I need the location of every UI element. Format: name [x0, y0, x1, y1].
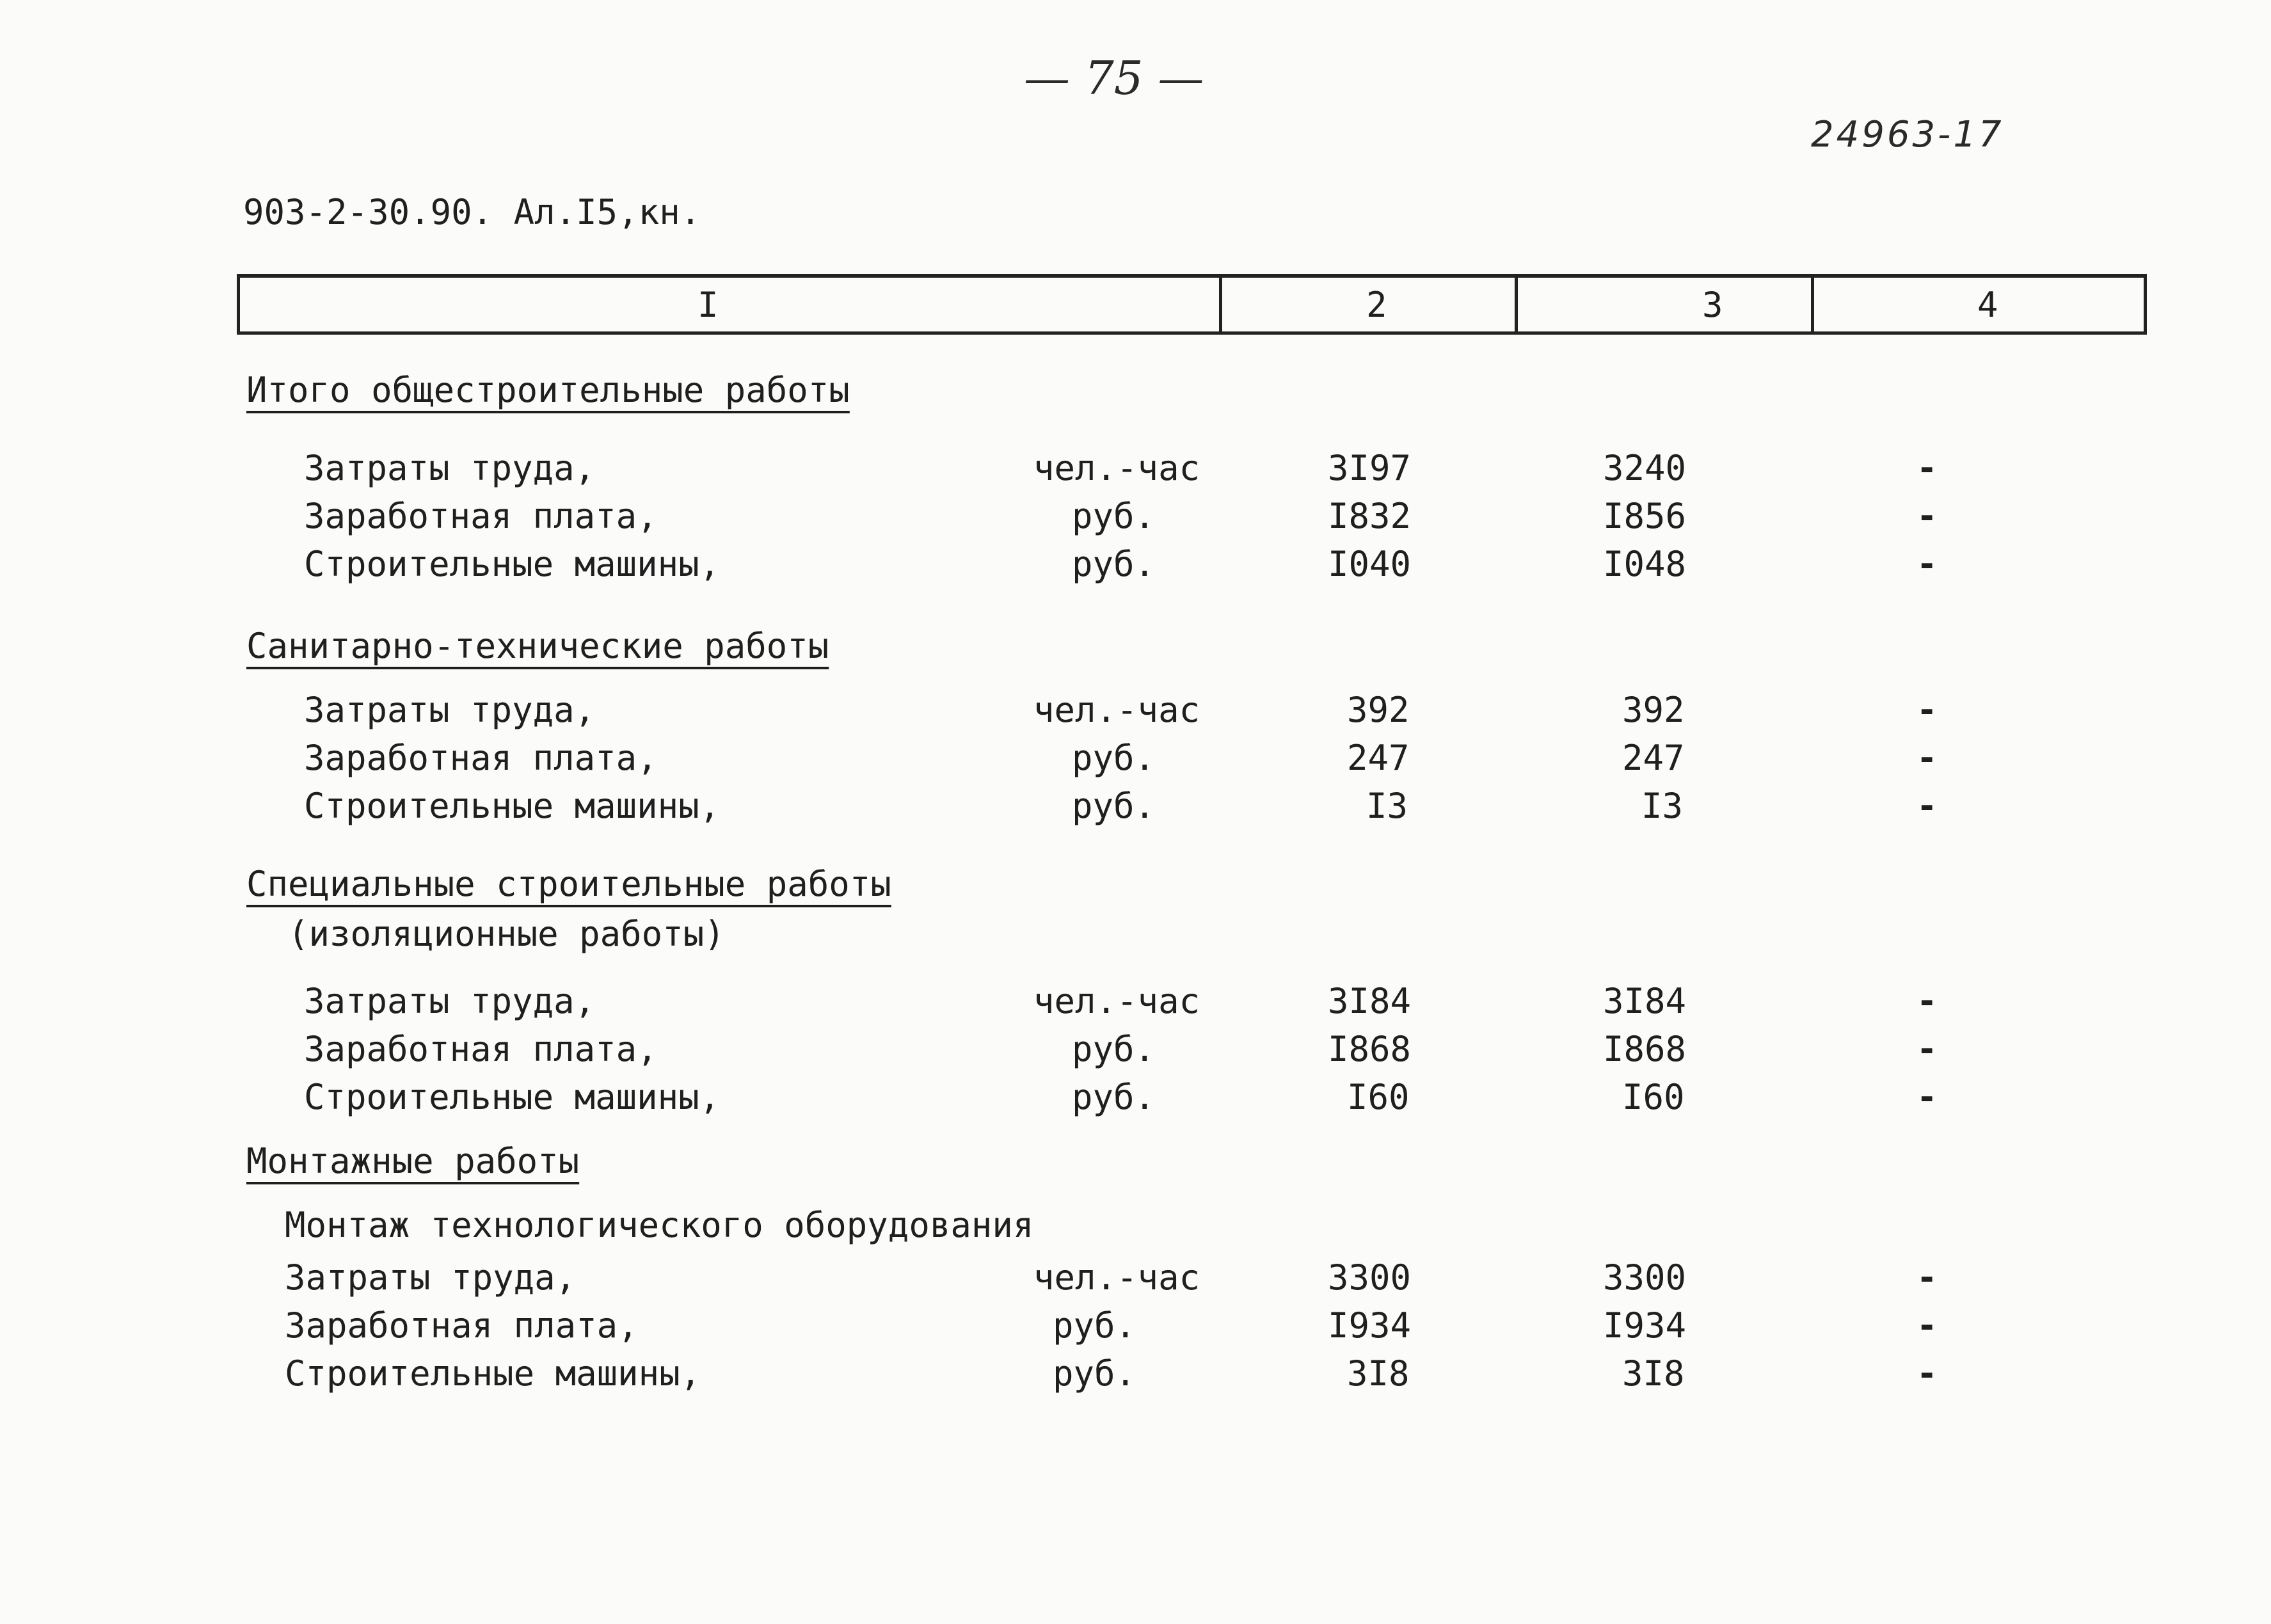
row-label: Заработная плата, [304, 496, 658, 536]
row-value-col2: I3 [1366, 786, 1408, 826]
row-label: Заработная плата, [285, 1305, 639, 1346]
row-label: Строительные машины, [285, 1353, 701, 1394]
row-value-col3: 3I84 [1603, 981, 1687, 1021]
section-title: Специальные строительные работы [246, 864, 891, 904]
table-header-divider [1515, 274, 1518, 333]
row-value-col4: - [1916, 1077, 1938, 1117]
row-unit: руб. [1072, 544, 1156, 584]
row-value-col4: - [1916, 544, 1938, 584]
row-label: Затраты труда, [304, 690, 596, 730]
row-unit: руб. [1072, 1077, 1156, 1117]
section-title: Итого общестроительные работы [246, 370, 850, 410]
row-value-col4: - [1916, 1305, 1938, 1346]
row-value-col2: I934 [1328, 1305, 1412, 1346]
row-value-col2: 3I8 [1347, 1353, 1410, 1394]
row-value-col4: - [1916, 496, 1938, 536]
row-value-col3: 247 [1622, 738, 1685, 778]
table-header-frame [237, 274, 2147, 335]
row-unit: руб. [1072, 1029, 1156, 1069]
row-label: Заработная плата, [304, 1029, 658, 1069]
row-unit: руб. [1072, 786, 1156, 826]
row-value-col3: 392 [1622, 690, 1685, 730]
table-header-divider [237, 274, 240, 333]
row-value-col3: I60 [1622, 1077, 1685, 1117]
row-value-col2: I040 [1328, 544, 1412, 584]
row-label: Затраты труда, [285, 1257, 577, 1298]
column-header-1: I [697, 285, 719, 325]
section-subtitle: (изоляционные работы) [288, 914, 725, 954]
row-value-col4: - [1916, 690, 1938, 730]
row-value-col4: - [1916, 786, 1938, 826]
row-unit: руб. [1072, 738, 1156, 778]
row-value-col4: - [1916, 1353, 1938, 1394]
row-value-col3: 3300 [1603, 1257, 1687, 1298]
row-value-col3: 3240 [1603, 448, 1687, 488]
row-unit: руб. [1053, 1353, 1136, 1394]
row-value-col3: 3I8 [1622, 1353, 1685, 1394]
row-value-col4: - [1916, 1257, 1938, 1298]
row-unit: руб. [1053, 1305, 1136, 1346]
row-unit: чел.-час [1033, 690, 1200, 730]
page-number: — 75 — [1024, 51, 1204, 105]
row-unit: чел.-час [1033, 448, 1200, 488]
row-value-col2: 3300 [1328, 1257, 1412, 1298]
row-value-col4: - [1916, 738, 1938, 778]
row-value-col3: I048 [1603, 544, 1687, 584]
document-reference: 903-2-30.90. Ал.I5,кн. [243, 192, 701, 232]
row-unit: руб. [1072, 496, 1156, 536]
row-unit: чел.-час [1033, 981, 1200, 1021]
row-unit: чел.-час [1033, 1257, 1200, 1298]
table-header-divider [1811, 274, 1814, 333]
column-header-2: 2 [1366, 285, 1387, 325]
row-label: Строительные машины, [304, 544, 721, 584]
row-value-col3: I856 [1603, 496, 1687, 536]
row-value-col2: I60 [1347, 1077, 1410, 1117]
section-title: Монтажные работы [246, 1141, 580, 1181]
row-value-col3: I3 [1641, 786, 1684, 826]
row-value-col4: - [1916, 1029, 1938, 1069]
row-value-col2: I868 [1328, 1029, 1412, 1069]
row-label: Строительные машины, [304, 1077, 721, 1117]
table-header-divider [1219, 274, 1222, 333]
row-value-col2: I832 [1328, 496, 1412, 536]
row-label: Затраты труда, [304, 981, 596, 1021]
section-title: Санитарно-технические работы [246, 626, 829, 666]
table-header-divider [2144, 274, 2147, 333]
document-code: 24963-17 [1811, 114, 2004, 155]
column-header-3: 3 [1702, 285, 1723, 325]
row-value-col4: - [1916, 448, 1938, 488]
row-label: Затраты труда, [304, 448, 596, 488]
row-value-col2: 3I97 [1328, 448, 1412, 488]
row-value-col3: I934 [1603, 1305, 1687, 1346]
row-value-col2: 247 [1347, 738, 1410, 778]
row-label: Строительные машины, [304, 786, 721, 826]
row-label: Заработная плата, [304, 738, 658, 778]
row-value-col2: 392 [1347, 690, 1410, 730]
column-header-4: 4 [1977, 285, 1998, 325]
section-subtitle: Монтаж технологического оборудования [285, 1205, 1034, 1245]
row-value-col2: 3I84 [1328, 981, 1412, 1021]
row-value-col4: - [1916, 981, 1938, 1021]
row-value-col3: I868 [1603, 1029, 1687, 1069]
